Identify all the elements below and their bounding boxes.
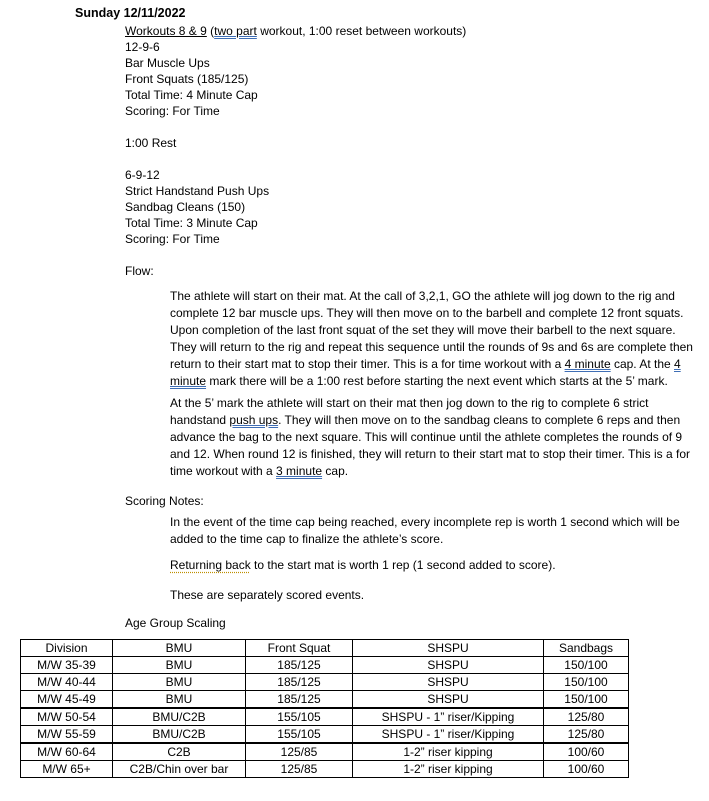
scoring-note-2-seg: to the start mat is worth 1 rep (1 second added to score). bbox=[250, 558, 556, 572]
workout-part2-line: Total Time: 3 Minute Cap bbox=[125, 216, 258, 230]
page-title: Sunday 12/11/2022 bbox=[75, 6, 186, 20]
table-cell: 185/125 bbox=[246, 691, 353, 709]
bullet-item-flow bbox=[100, 263, 709, 279]
bullet-item-age-scaling bbox=[100, 615, 709, 631]
workout-part2-line: 6-9-12 bbox=[125, 168, 160, 182]
table-cell: BMU bbox=[113, 674, 246, 691]
table-cell: 155/105 bbox=[246, 726, 353, 744]
table-row bbox=[21, 743, 629, 761]
workout-block bbox=[125, 23, 466, 247]
table-cell: SHSPU - 1” riser/Kipping bbox=[353, 726, 544, 744]
bullet-square-icon bbox=[146, 557, 170, 563]
bullet-circle-icon bbox=[100, 23, 125, 28]
bullet-square-icon bbox=[146, 395, 170, 401]
age-scaling-table bbox=[20, 639, 629, 778]
table-cell: 150/100 bbox=[544, 674, 629, 691]
blank-line bbox=[125, 151, 466, 167]
table-cell: C2B bbox=[113, 743, 246, 761]
scoring-note-1 bbox=[146, 514, 709, 548]
bullet-square-icon bbox=[146, 587, 170, 593]
flow-p2-grammar-flag: 3 minute bbox=[276, 464, 323, 478]
table-cell: 150/100 bbox=[544, 691, 629, 709]
flow-p1-seg: cap. At the bbox=[610, 357, 674, 371]
flow-p1-grammar-flag: 4 minute bbox=[170, 357, 681, 388]
workout-heading-name: Workouts 8 & 9 bbox=[125, 24, 207, 38]
workout-part2-line: Scoring: For Time bbox=[125, 232, 220, 246]
scoring-note-3 bbox=[146, 587, 709, 604]
workout-part1-line: Total Time: 4 Minute Cap bbox=[125, 88, 258, 102]
flow-p2-seg: . They will then move on to the sandbag cleans to complete 6 reps and then advance the bag to the next square. This will continue until the athlete completes the rounds of 9 and 12. When round 12 is finished, they will return to their start mat to stop their timer. This is a for time workout with a bbox=[170, 413, 691, 478]
flow-label: Flow: bbox=[125, 264, 154, 278]
scoring-notes-label: Scoring Notes: bbox=[125, 494, 204, 508]
age-scaling-label: Age Group Scaling bbox=[125, 616, 226, 630]
column-header: Division bbox=[21, 640, 113, 657]
workout-part1-line: Front Squats (185/125) bbox=[125, 72, 249, 86]
bullet-item-workouts bbox=[100, 23, 709, 247]
flow-p2-grammar-flag: push ups bbox=[229, 413, 279, 427]
table-row bbox=[21, 761, 629, 778]
table-cell: 125/85 bbox=[246, 761, 353, 778]
table-row bbox=[21, 674, 629, 691]
table-cell: BMU bbox=[113, 691, 246, 709]
table-cell: 1-2” riser kipping bbox=[353, 743, 544, 761]
workout-part1-line: Scoring: For Time bbox=[125, 104, 220, 118]
table-cell: 100/60 bbox=[544, 761, 629, 778]
workout-part2-line: Sandbag Cleans (150) bbox=[125, 200, 246, 214]
workout-rest-line: 1:00 Rest bbox=[125, 136, 177, 150]
workout-part1-line: 12-9-6 bbox=[125, 40, 160, 54]
table-cell: SHSPU bbox=[353, 691, 544, 709]
scoring-note-3-text: These are separately scored events. bbox=[170, 588, 365, 602]
table-cell: SHSPU bbox=[353, 674, 544, 691]
workout-heading-tail: workout, 1:00 reset between workouts) bbox=[256, 24, 467, 38]
table-cell: BMU bbox=[113, 657, 246, 674]
workout-heading-open: ( bbox=[206, 24, 215, 38]
table-cell: 155/105 bbox=[246, 708, 353, 726]
bullet-square-icon bbox=[146, 288, 170, 294]
table-cell: BMU/C2B bbox=[113, 726, 246, 744]
bullet-circle-icon bbox=[100, 263, 125, 268]
table-cell: 1-2” riser kipping bbox=[353, 761, 544, 778]
column-header: BMU bbox=[113, 640, 246, 657]
table-cell: SHSPU - 1” riser/Kipping bbox=[353, 708, 544, 726]
blank-line bbox=[125, 119, 466, 135]
table-cell: M/W 55-59 bbox=[21, 726, 113, 744]
workout-heading bbox=[125, 23, 466, 39]
table-row bbox=[21, 708, 629, 726]
table-cell: 100/60 bbox=[544, 743, 629, 761]
flow-paragraph-2 bbox=[146, 395, 709, 480]
table-cell: M/W 45-49 bbox=[21, 691, 113, 709]
table-cell: SHSPU bbox=[353, 657, 544, 674]
flow-p2-seg: cap. bbox=[322, 464, 349, 478]
flow-p1-grammar-flag: 4 minute bbox=[564, 357, 611, 371]
table-cell: BMU/C2B bbox=[113, 708, 246, 726]
table-cell: 125/80 bbox=[544, 726, 629, 744]
table-cell: M/W 35-39 bbox=[21, 657, 113, 674]
scoring-note-2-word-choice-flag: Returning back bbox=[170, 558, 251, 572]
table-cell: M/W 40-44 bbox=[21, 674, 113, 691]
table-row bbox=[21, 657, 629, 674]
table-cell: M/W 65+ bbox=[21, 761, 113, 778]
workout-heading-grammar-flag: two part bbox=[214, 24, 257, 38]
document-page bbox=[0, 5, 709, 801]
table-cell: C2B/Chin over bar bbox=[113, 761, 246, 778]
table-cell: 150/100 bbox=[544, 657, 629, 674]
flow-p1-seg: mark there will be a 1:00 rest before starting the next event which starts at the 5’ mark. bbox=[206, 374, 668, 388]
table-cell: 185/125 bbox=[246, 657, 353, 674]
flow-paragraph-1-text bbox=[170, 288, 694, 390]
table-cell: M/W 60-64 bbox=[21, 743, 113, 761]
scoring-note-2 bbox=[146, 557, 709, 574]
column-header: SHSPU bbox=[353, 640, 544, 657]
table-row bbox=[21, 691, 629, 709]
scoring-note-2-text bbox=[170, 557, 694, 574]
table-cell: 185/125 bbox=[246, 674, 353, 691]
table-cell: 125/85 bbox=[246, 743, 353, 761]
bullet-square-icon bbox=[146, 514, 170, 520]
column-header: Sandbags bbox=[544, 640, 629, 657]
workout-part1-line: Bar Muscle Ups bbox=[125, 56, 210, 70]
flow-p2-seg: At the 5’ mark the athlete will start on their mat then jog down to the rig to complete 6 strict handstand bbox=[170, 396, 649, 427]
flow-paragraph-2-text bbox=[170, 395, 694, 480]
table-header-row bbox=[21, 640, 629, 657]
workout-part2-line: Strict Handstand Push Ups bbox=[125, 184, 270, 198]
table-cell: M/W 50-54 bbox=[21, 708, 113, 726]
column-header: Front Squat bbox=[246, 640, 353, 657]
table-row bbox=[21, 726, 629, 744]
scoring-note-1-text: In the event of the time cap being reached, every incomplete rep is worth 1 second which will be added to the time cap to finalize the athlete’s score. bbox=[170, 515, 680, 546]
bullet-item-scoring-notes bbox=[100, 493, 709, 509]
flow-paragraph-1 bbox=[146, 288, 709, 390]
bullet-circle-icon bbox=[100, 615, 125, 620]
flow-p1-seg: The athlete will start on their mat. At the call of 3,2,1, GO the athlete will jog down to the rig and complete 12 bar muscle ups. They will then move on to the barbell and complete 12 front squats. Upon completion of the last front squat of the set they will move their barbell to the next square. They will return to the rig and repeat this sequence until the rounds of 9s and 6s are complete then return to their start mat to stop their timer. This is a for time workout with a bbox=[170, 289, 693, 371]
table-cell: 125/80 bbox=[544, 708, 629, 726]
bullet-circle-icon bbox=[100, 493, 125, 498]
